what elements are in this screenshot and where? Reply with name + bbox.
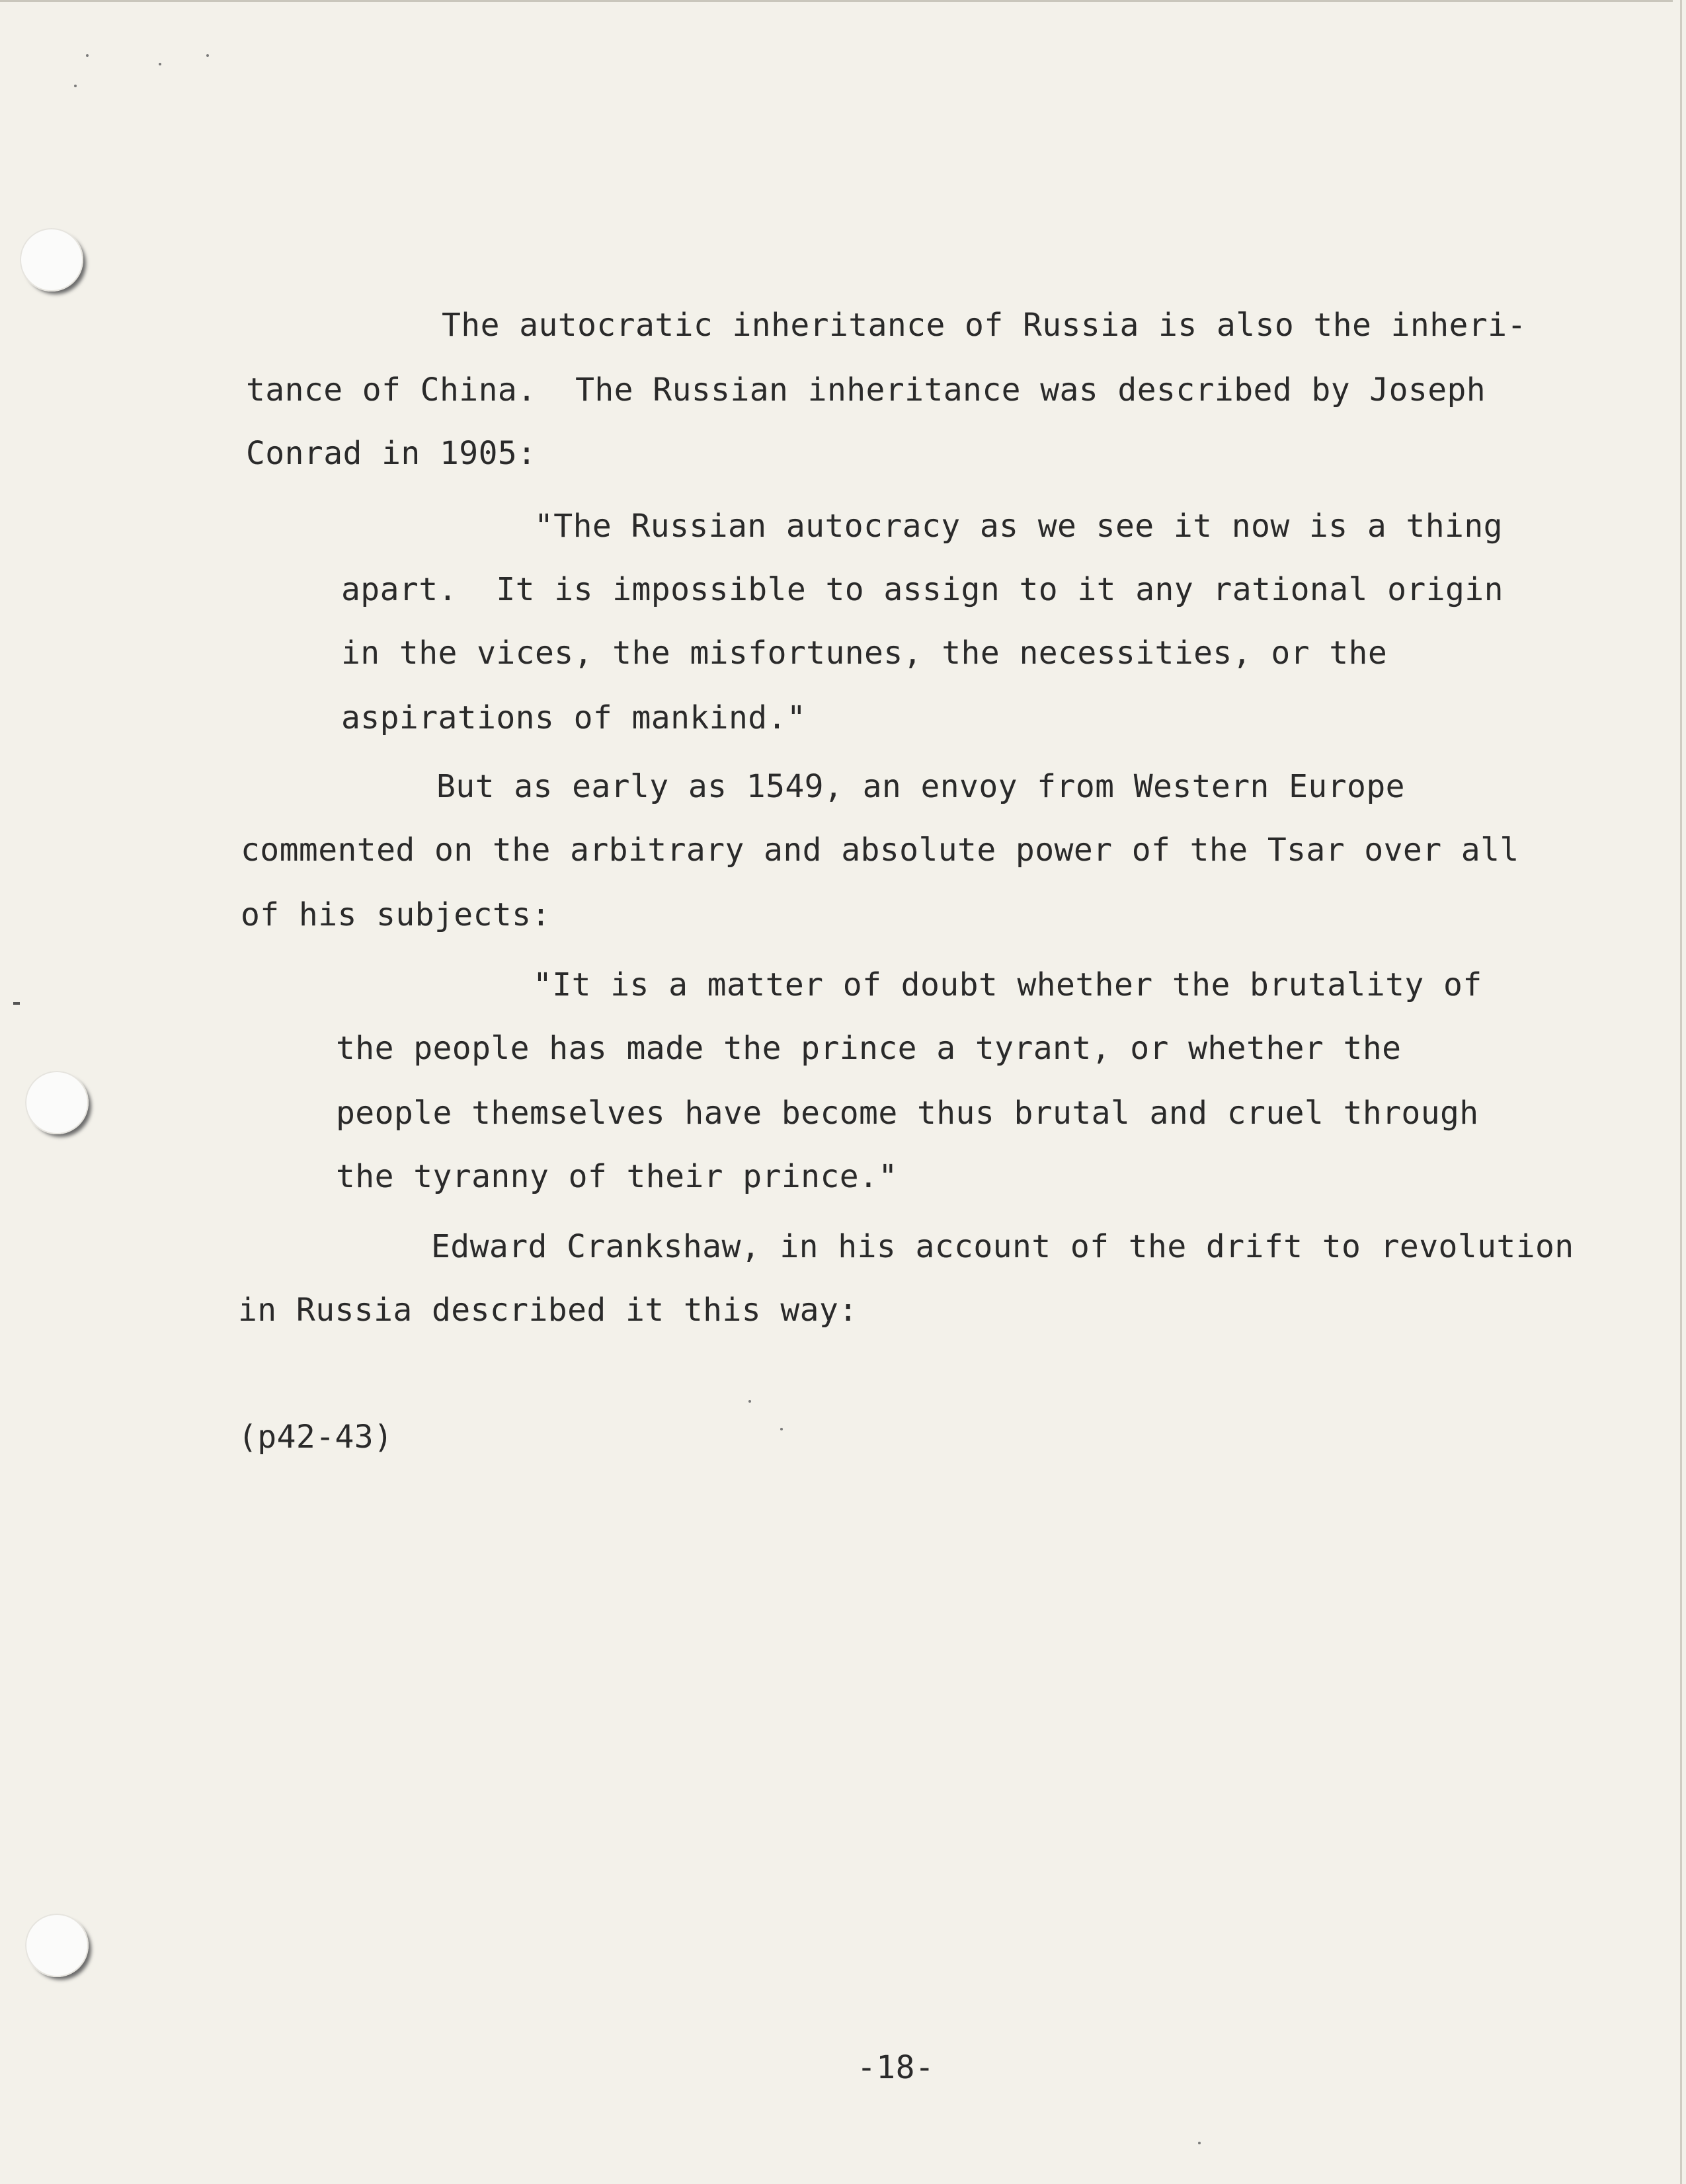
scan-speck <box>86 54 89 57</box>
page-right-edge <box>1680 0 1682 2184</box>
quote-2-line-2: the people has made the prince a tyrant, or whether the <box>336 1030 1402 1067</box>
paragraph-2-line-1: But as early as 1549, an envoy from Western Europe <box>436 768 1405 805</box>
punch-hole-top <box>20 228 83 292</box>
paragraph-1-line-3: Conrad in 1905: <box>246 435 537 472</box>
scan-mark <box>13 1002 20 1005</box>
quote-1-line-1: "The Russian autocracy as we see it now is a thing <box>534 508 1503 545</box>
quote-2-line-1: "It is a matter of doubt whether the brutality of <box>533 966 1482 1003</box>
scan-speck <box>748 1400 751 1403</box>
page-number: -18- <box>857 2049 935 2086</box>
scan-speck <box>780 1428 783 1430</box>
paragraph-3-line-2: in Russia described it this way: <box>238 1292 858 1329</box>
quote-1-line-4: aspirations of mankind." <box>341 699 807 736</box>
scan-speck <box>1198 2142 1201 2144</box>
scan-speck <box>159 63 161 65</box>
paragraph-2-line-3: of his subjects: <box>241 896 551 933</box>
paragraph-3-line-1: Edward Crankshaw, in his account of the drift to revolution <box>431 1228 1574 1265</box>
quote-1-line-3: in the vices, the misfortunes, the necessities, or the <box>341 635 1388 672</box>
paragraph-1-line-1: The autocratic inheritance of Russia is also the inheri- <box>442 307 1527 344</box>
punch-hole-middle <box>25 1071 89 1134</box>
page-citation: (p42-43) <box>238 1419 393 1456</box>
paragraph-2-line-2: commented on the arbitrary and absolute power of the Tsar over all <box>241 832 1519 869</box>
quote-1-line-2: apart. It is impossible to assign to it any rational origin <box>341 571 1504 608</box>
paragraph-1-line-2: tance of China. The Russian inheritance was described by Joseph <box>246 371 1486 409</box>
scan-speck <box>74 85 77 87</box>
page-top-edge <box>0 0 1673 2</box>
quote-2-line-3: people themselves have become thus brutal and cruel through <box>336 1095 1479 1132</box>
scan-speck <box>206 54 209 57</box>
quote-2-line-4: the tyranny of their prince." <box>336 1158 898 1195</box>
punch-hole-bottom <box>25 1914 89 1977</box>
